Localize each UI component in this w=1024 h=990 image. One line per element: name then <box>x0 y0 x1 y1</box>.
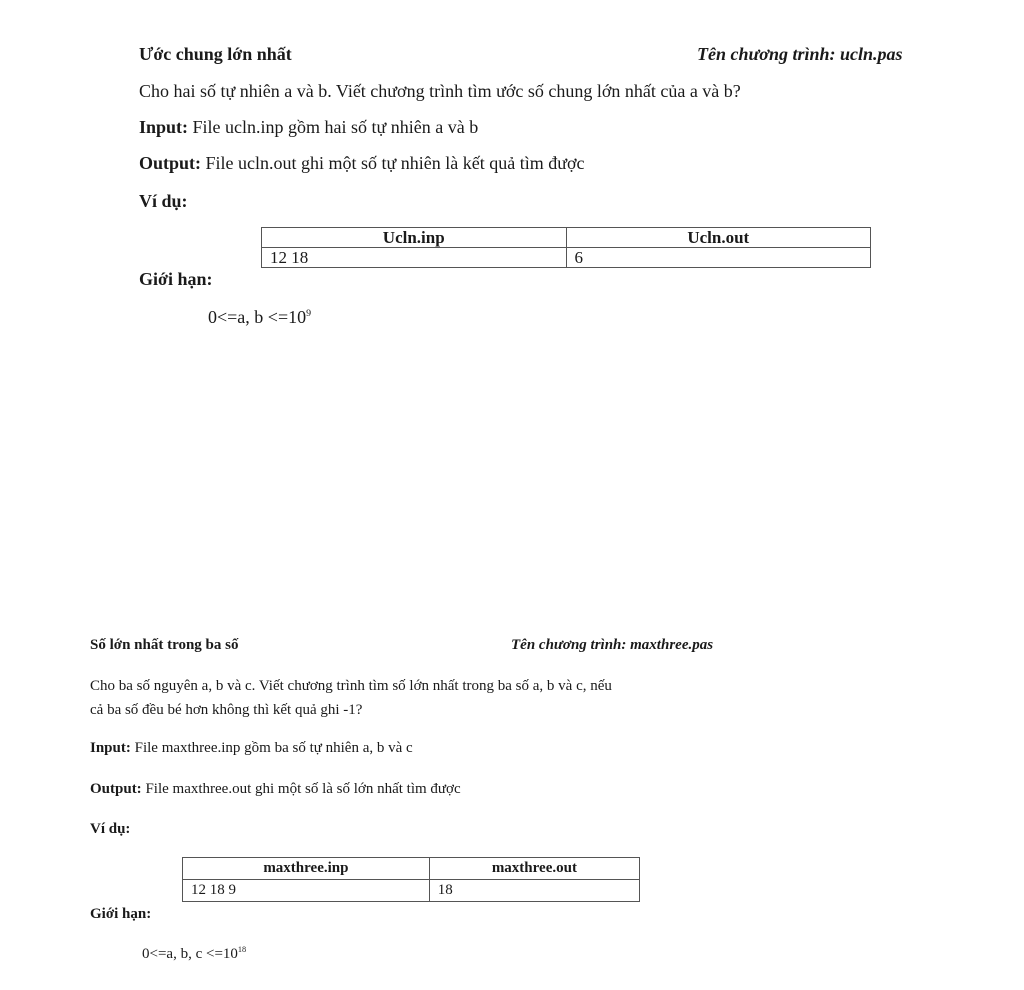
limit-text: 0<=a, b <=10 <box>208 307 307 327</box>
table-header-row <box>262 228 871 248</box>
table-row <box>183 880 640 902</box>
table-header-cell: Ucln.inp <box>262 228 567 248</box>
problem-1-limit-label: Giới hạn: <box>139 269 213 289</box>
table-header-cell: maxthree.inp <box>183 858 430 880</box>
problem-1-input <box>139 117 478 138</box>
problem-2-program-name: Tên chương trình: maxthree.pas <box>511 637 714 653</box>
table-cell: 18 <box>429 880 639 902</box>
input-text: File maxthree.inp gồm ba số tự nhiên a, b và c <box>130 740 413 756</box>
problem-1-description: Cho hai số tự nhiên a và b. Viết chương trình tìm ước số chung lớn nhất của a và b? <box>139 81 741 101</box>
limit-exponent: 9 <box>306 308 312 319</box>
limit-text: 0<=a, b, c <=10 <box>142 946 238 962</box>
problem-2-limit-value <box>142 945 246 963</box>
table-header-cell: Ucln.out <box>566 228 871 248</box>
limit-exponent: 18 <box>237 945 247 954</box>
problem-2-input <box>90 740 413 757</box>
input-text: File ucln.inp gồm hai số tự nhiên a và b <box>188 117 479 137</box>
table-row <box>262 248 871 268</box>
output-text: File maxthree.out ghi một số là số lớn nhất tìm được <box>141 781 461 797</box>
table-cell: 12 18 9 <box>183 880 430 902</box>
table-cell: 12 18 <box>262 248 567 268</box>
table-header-cell: maxthree.out <box>429 858 639 880</box>
input-label: Input: <box>139 117 189 137</box>
output-text: File ucln.out ghi một số tự nhiên là kết quả tìm được <box>201 153 585 173</box>
problem-1-example-label: Ví dụ: <box>139 191 188 211</box>
problem-2-output <box>90 781 461 798</box>
problem-1-example-table <box>261 227 871 268</box>
problem-2-description-line-1: Cho ba số nguyên a, b và c. Viết chương trình tìm số lớn nhất trong ba số a, b và c, nếu <box>90 678 612 694</box>
problem-1-program-name: Tên chương trình: ucln.pas <box>697 44 903 64</box>
table-header-row <box>183 858 640 880</box>
problem-2-limit-label: Giới hạn: <box>90 906 152 922</box>
problem-2-title: Số lớn nhất trong ba số <box>90 637 239 653</box>
input-label: Input: <box>90 740 131 756</box>
problem-2-example-label: Ví dụ: <box>90 821 131 837</box>
problem-1-title: Ước chung lớn nhất <box>139 44 292 64</box>
problem-1-limit-value <box>208 307 311 328</box>
output-label: Output: <box>139 153 202 173</box>
problem-2-example-table <box>182 857 640 902</box>
output-label: Output: <box>90 781 142 797</box>
table-cell: 6 <box>566 248 871 268</box>
problem-1-output <box>139 153 585 174</box>
problem-2-description-line-2: cả ba số đều bé hơn không thì kết quả ghi -1? <box>90 702 363 718</box>
